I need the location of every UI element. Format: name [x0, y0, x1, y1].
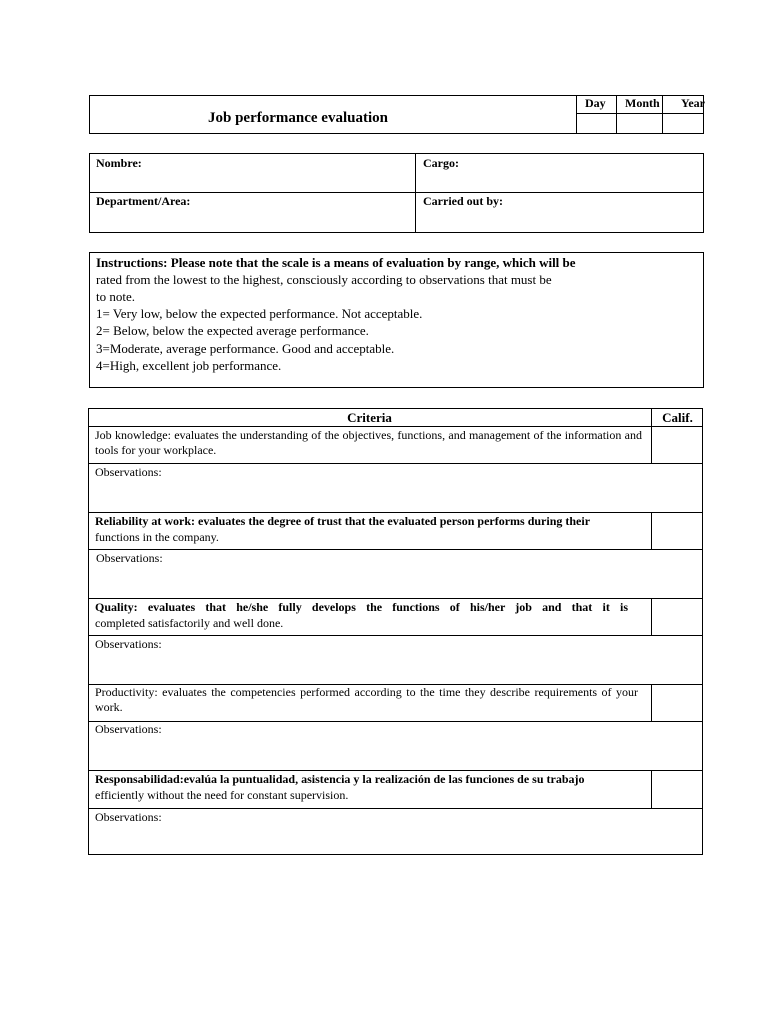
row-line [88, 770, 703, 771]
criterion-5-text-rest: efficiently without the need for constant supervision. [95, 788, 349, 802]
criterion-2-score[interactable] [652, 513, 702, 548]
criterion-3-text-bold: Quality: evaluates that he/she fully develops the functions of his/her job and that it is [95, 600, 628, 614]
department-label: Department/Area: [96, 194, 191, 208]
row-line [88, 721, 703, 722]
observations-1-label: Observations: [95, 465, 162, 479]
instructions-line-3: to note. [96, 289, 135, 304]
criterion-1-score[interactable] [652, 427, 702, 462]
criterion-3-text-rest: completed satisfactorily and well done. [95, 616, 284, 630]
row-line [88, 598, 703, 599]
observations-3-field[interactable] [89, 652, 702, 683]
observations-3-label: Observations: [95, 637, 162, 651]
row-line [88, 635, 703, 636]
scale-item-3: 3=Moderate, average performance. Good and acceptable. [96, 341, 395, 356]
row-line [88, 463, 703, 464]
year-field[interactable] [663, 114, 703, 133]
row-line [88, 549, 703, 550]
criterion-5-text-bold: Responsabilidad:evalúa la puntualidad, asistencia y la realización de las funciones de su trabajo [95, 772, 585, 786]
instructions-lead: Instructions: Please note that the scale is a means of evaluation by range, which will be [96, 255, 576, 270]
criterion-2-text-rest: functions in the company. [95, 530, 219, 544]
observations-5-field[interactable] [89, 825, 702, 854]
month-field[interactable] [617, 114, 662, 133]
day-label: Day [585, 96, 606, 110]
position-field[interactable] [466, 154, 702, 191]
row-line [88, 808, 703, 809]
observations-5-label: Observations: [95, 810, 162, 824]
year-label: Year [681, 96, 705, 110]
department-field[interactable] [205, 193, 412, 232]
criterion-4-score[interactable] [652, 685, 702, 720]
info-divider-vertical [415, 153, 416, 233]
observations-2-label: Observations: [96, 551, 163, 565]
criterion-4-text: Productivity: evaluates the competencies performed according to the time they describe requirements of your work. [95, 685, 638, 714]
observations-1-field[interactable] [89, 480, 702, 511]
name-field[interactable] [150, 154, 412, 191]
row-line [88, 512, 703, 513]
observations-4-label: Observations: [95, 722, 162, 736]
day-field[interactable] [577, 114, 616, 133]
calif-header: Calif. [662, 410, 693, 425]
scale-item-4: 4=High, excellent job performance. [96, 358, 282, 373]
instructions-line-2: rated from the lowest to the highest, consciously according to observations that must be [96, 272, 552, 287]
observations-4-field[interactable] [89, 737, 702, 769]
criterion-2-text-bold: Reliability at work: evaluates the degree of trust that the evaluated person performs during their [95, 514, 591, 528]
criteria-header: Criteria [347, 410, 392, 425]
carried-out-field[interactable] [516, 193, 702, 232]
row-line [88, 426, 703, 427]
observations-2-field[interactable] [89, 566, 702, 597]
scale-item-1: 1= Very low, below the expected performance. Not acceptable. [96, 306, 423, 321]
position-label: Cargo: [423, 156, 459, 170]
page-title: Job performance evaluation [208, 110, 388, 126]
criterion-5-score[interactable] [652, 771, 702, 807]
carried-out-label: Carried out by: [423, 194, 503, 208]
scale-item-2: 2= Below, below the expected average performance. [96, 323, 369, 338]
name-label: Nombre: [96, 156, 142, 170]
criterion-1-text: Job knowledge: evaluates the understanding of the objectives, functions, and management of the information and tools for your workplace. [95, 428, 642, 457]
criterion-3-score[interactable] [652, 599, 702, 634]
month-label: Month [625, 96, 660, 110]
